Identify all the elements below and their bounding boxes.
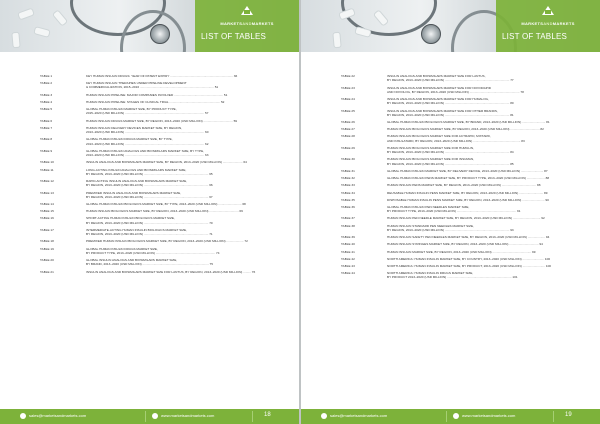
table-title-line: 2015–2020 (USD MILLION) ............................................................................................ 57 (86, 111, 209, 116)
footer-website[interactable]: www.marketsandmarkets.com (462, 413, 516, 418)
table-title-line: GLOBAL HUMAN INSULIN PENS MARKET SIZE, BY PRODUCT TYPE, 2013–2020 (USD MILLION) ..................... 88 (387, 176, 550, 181)
table-title-line: GLOBAL HUMAN INSULIN BIOLOGICS MARKET SIZE, BY TYPE, 2013–2020 (USD MILLION) ........................... 68 (86, 202, 246, 206)
pill-capsule (33, 26, 51, 38)
table-number: TABLE 10 (40, 160, 54, 165)
table-number: TABLE 19 (40, 246, 54, 251)
table-title (86, 216, 270, 225)
table-number: TABLE 38 (341, 223, 355, 228)
table-number: TABLE 33 (341, 183, 355, 188)
table-number: TABLE 24 (341, 97, 355, 101)
table-title (86, 74, 270, 78)
logo-text (195, 21, 299, 26)
table-title (387, 235, 571, 239)
table-title (86, 191, 270, 200)
table-number: TABLE 1 (40, 74, 53, 78)
table-title (387, 169, 571, 173)
table-number: TABLE 37 (341, 216, 355, 221)
page-right (301, 0, 600, 424)
table-title-line: GLOBAL HUMAN INSULIN MARKET SIZE, BY PRODUCT TYPE, (86, 107, 177, 112)
page-title: LIST OF TABLES (201, 32, 267, 41)
table-title-line: HUMAN INSULIN DELIVERY DEVICES MARKET SIZE, BY REGION, (86, 125, 183, 130)
table-title-line: BY REGION, 2013–2020 (USD MILLION) ........................................................................... 84 (387, 150, 514, 155)
header-title-box (496, 0, 600, 52)
table-title (387, 97, 571, 106)
table-number: TABLE 36 (341, 204, 355, 209)
email-icon (20, 413, 26, 419)
logo-text-part1: MARKETS (220, 21, 243, 26)
table-title (387, 183, 571, 187)
table-number: TABLE 18 (40, 239, 54, 244)
globe-icon (453, 413, 459, 419)
table-title-line: HUMAN INSULIN SYRINGES MARKET SIZE, BY REGION, 2013–2020 (USD MILLION) .................................. 94 (387, 242, 543, 247)
page-number: 18 (264, 412, 271, 418)
table-title (86, 239, 270, 243)
table-title-line: BY REGION, 2013–2020 (USD MILLION) ........................................................................... 70 (86, 220, 213, 225)
table-title-line: HUMAN INSULIN PIPELINE: STAGES OF CLINICAL TRIAL ........................................................... 52 (86, 99, 225, 104)
table-number: TABLE 21 (40, 269, 54, 274)
table-title (86, 119, 270, 123)
table-title-line: GLOBAL INSULIN ANALOGS AND BIOSIMILARS MARKET SIZE, (86, 258, 178, 263)
brand-logo (496, 2, 600, 26)
table-title (86, 160, 270, 164)
table-title-line: HUMAN INSULIN DRUGS MARKET SIZE, BY REGION, 2013–2020 (USD MILLION) .................................. 59 (86, 118, 238, 123)
pill-capsule (11, 32, 20, 49)
table-number: TABLE 16 (40, 216, 54, 221)
table-title-line: INSULIN ANALOGS AND BIOSIMILARS MARKET SIZE FOR OTHER BRANDS, (387, 108, 498, 113)
table-title (86, 149, 270, 158)
table-number: TABLE 22 (341, 74, 355, 78)
logo-mark-icon (241, 6, 253, 15)
table-title (86, 228, 270, 237)
table-title (387, 216, 571, 220)
table-title (387, 157, 571, 166)
table-title (387, 198, 571, 202)
table-number: TABLE 3 (40, 92, 53, 97)
table-title (86, 93, 270, 97)
brand-logo (195, 2, 299, 26)
table-title-line: RAPID-ACTING INSULIN ANALOGS AND BIOSIMILARS MARKET SIZE, (86, 179, 188, 183)
table-title (86, 100, 270, 104)
table-number: TABLE 15 (40, 209, 54, 214)
table-title-line: GLOBAL HUMAN INSULIN DRUGS MARKET SIZE, BY TYPE, (86, 137, 173, 142)
table-number: TABLE 29 (341, 145, 355, 150)
table-number: TABLE 20 (40, 258, 54, 263)
footer-divider (252, 411, 253, 422)
table-title-line: HUMAN INSULIN BIOLOGICS MARKET SIZE, BY REGION, 2013–2020 (USD MILLION) .................................. 82 (387, 127, 544, 132)
table-number: TABLE 23 (341, 85, 355, 90)
table-number: TABLE 42 (341, 256, 355, 261)
table-title-line: BY PRODUCT TYPE, 2013–2020 (USD MILLION) ..................................................................... 74 (86, 250, 220, 255)
logo-text-part3: MARKETS (251, 21, 274, 26)
table-title-line: BY REGION, 2013–2020 (USD MILLION) ........................................................................... 77 (387, 78, 514, 83)
table-title-line: BY REGION, 2013–2020 (USD MILLION) ........................................................................... 81 (387, 112, 514, 117)
table-number: TABLE 4 (40, 99, 53, 104)
table-number: TABLE 2 (40, 81, 53, 86)
table-title-line: BY REGION, 2013–2020 (USD MILLION) ........................................................................... 85 (387, 161, 514, 166)
table-title (387, 264, 571, 268)
header-title-box (195, 0, 299, 52)
table-title-line: INSULIN ANALOGS AND BIOSIMILARS MARKET SIZE FOR LANTUS, BY REGION, 2013–2020 (USD MILLION) ......... 76 (86, 269, 256, 274)
globe-icon (152, 413, 158, 419)
table-title (387, 250, 571, 254)
table-title-line: BY REGION, 2013–2020 (USD MILLION) ........................................................................... 71 (86, 232, 213, 237)
page-left (0, 0, 299, 424)
logo-text-part1: MARKETS (521, 21, 544, 26)
table-title (387, 127, 571, 131)
table-title (387, 134, 571, 143)
table-title-line: & COMMERCIALIZATION, 2015–2016 ...................................................................................... 51 (86, 85, 219, 90)
page-footer (0, 409, 299, 424)
table-title-line: KEY HUMAN INSULIN THERAPIES UNDER PIPELINE DEVELOPMENT (86, 81, 187, 86)
table-title-line: GLOBAL HUMAN INSULIN DRUGS MARKET SIZE, (86, 246, 158, 251)
footer-divider (553, 411, 554, 422)
logo-text-part2: AND (242, 21, 252, 26)
table-number: TABLE 30 (341, 157, 355, 162)
table-number: TABLE 7 (40, 125, 53, 130)
table-title-line: REUSABLE HUMAN INSULIN PENS MARKET SIZE, BY REGION, 2013–2020 (USD MILLION) ............................ 89 (387, 190, 548, 195)
table-title (387, 109, 571, 118)
table-number: TABLE 8 (40, 137, 53, 142)
table-number: TABLE 43 (341, 263, 355, 268)
table-number: TABLE 12 (40, 179, 54, 183)
table-title (387, 271, 571, 280)
table-title-line: DISPOSABLE HUMAN INSULIN PENS MARKET SIZE, BY REGION, 2013–2020 (USD MILLION) .......................... 90 (387, 197, 549, 202)
table-title (387, 176, 571, 180)
table-title-line: AND INSULATARD, BY REGION, 2013–2020 (USD MILLION) ....................................................... 83 (387, 138, 525, 143)
table-number: TABLE 27 (341, 127, 355, 132)
logo-text (496, 21, 600, 26)
table-title-line: BY PRODUCT 2013–2020 (USD MILLION) ........................................................................... 101 (387, 275, 518, 280)
footer-website[interactable]: www.marketsandmarkets.com (161, 413, 215, 418)
table-title-line: HUMAN INSULIN BIOLOGICS MARKET SIZE, BY REGION, 2013–2020 (USD MILLION) .................................. 69 (86, 209, 243, 214)
table-number: TABLE 17 (40, 227, 54, 232)
table-title-line: INTERMEDIATE-ACTING HUMAN INSULIN BIOLOGICS MARKET SIZE, (86, 227, 187, 232)
table-title-line: GLOBAL HUMAN INSULIN PEN NEEDLES MARKET SIZE, (387, 204, 470, 209)
table-number: TABLE 11 (40, 167, 54, 172)
table-title-line: NORTH AMERICA: HUMAN INSULIN MARKET SIZE, BY COUNTRY, 2013–2020 (USD MILLION) ......................... 100 (387, 256, 551, 261)
table-title (387, 191, 571, 195)
table-title (86, 137, 270, 146)
table-title-line: HUMAN INSULIN STANDARD PEN NEEDLES MARKET SIZE, (387, 223, 474, 228)
table-number: TABLE 34 (341, 190, 355, 195)
table-number: TABLE 32 (341, 176, 355, 181)
stethoscope-chestpiece (421, 24, 441, 44)
email-icon (321, 413, 327, 419)
table-title-line: INSULIN ANALOGS AND BIOSIMILARS MARKET SIZE FOR HUMALOG, (387, 97, 489, 101)
table-title-line: HUMAN INSULIN BIOLOGICS MARKET SIZE FOR INSUMAN, (387, 157, 475, 162)
table-title-line: BY REGION, 2013–2020 (USD MILLION) ........................................................................... 66 (86, 183, 213, 188)
table-title (86, 202, 270, 206)
pill-capsule (332, 32, 341, 49)
table-title-line: HUMAN INSULIN SAFETY PEN NEEDLES MARKET SIZE, BY REGION, 2013–2020 (USD MILLION) .................... 94 (387, 235, 550, 240)
table-title-line: HUMAN INSULIN PIPELINE: MAJOR COMPANIES INVOLVED ......................................................... 51 (86, 92, 228, 97)
table-title-line: BY REGION, 2013–2020 (USD MILLION) ........................................................................... 80 (387, 101, 514, 106)
table-number: TABLE 41 (341, 249, 355, 254)
table-title (86, 179, 270, 188)
table-title (387, 242, 571, 246)
table-number: TABLE 6 (40, 118, 53, 123)
page-footer (301, 409, 600, 424)
table-number: TABLE 39 (341, 235, 355, 240)
pill-capsule (17, 8, 35, 21)
logo-text-part2: AND (543, 21, 553, 26)
table-number: TABLE 13 (40, 190, 54, 195)
table-title (387, 74, 571, 83)
table-title (387, 120, 571, 124)
table-title-line: BY BRAND, 2013–2020 (USD MILLION) ............................................................................. 75 (86, 262, 213, 267)
logo-text-part3: MARKETS (552, 21, 575, 26)
table-number: TABLE 35 (341, 197, 355, 202)
table-number: TABLE 44 (341, 271, 355, 276)
table-title-line: HUMAN INSULIN PENS MARKET SIZE, BY REGION, 2013–2020 (USD MILLION) ........................................ 88 (387, 183, 541, 188)
table-title-line: HUMAN INSULIN MARKET SIZE, BY REGION, 2013–2020 (USD MILLION) ............................................. 99 (387, 249, 536, 254)
table-title (86, 81, 270, 90)
table-title-line: HUMAN INSULIN BIOLOGICS MARKET SIZE FOR HUMULIN, (387, 145, 474, 150)
table-title-line: BY REGION, 2013–2020 (USD MILLION) ........................................................................... 67 (86, 194, 213, 199)
table-title (86, 107, 270, 116)
table-title-line: HUMAN INSULIN BIOLOGICS MARKET SIZE FOR ACTRAPID, MIXTARD, (387, 134, 491, 139)
table-title (86, 258, 270, 267)
table-title-line: PREMIXED HUMAN INSULIN BIOLOGICS MARKET SIZE, BY REGION, 2013–2020 (USD MILLION) .................... 72 (86, 239, 248, 244)
table-title-line: BY REGION, 2013–2020 (USD MILLION) ........................................................................... 93 (387, 227, 514, 232)
table-number: TABLE 26 (341, 120, 355, 124)
table-title-line: BY PRODUCT TYPE, 2013–2020 (USD MILLION) ..................................................................... 91 (387, 209, 521, 214)
pill-capsule (52, 9, 68, 26)
table-number: TABLE 28 (341, 134, 355, 139)
table-number: TABLE 25 (341, 108, 355, 113)
table-title-line: HUMAN INSULIN PEN NEEDLE MARKET SIZE, BY REGION, 2013–2020 (USD MILLION) ................................ 92 (387, 216, 545, 221)
table-title-line: GLOBAL HUMAN INSULIN MARKET SIZE, BY DELIVERY DEVICE, 2013–2020 (USD MILLION) .......................... 87 (387, 168, 548, 173)
table-title (387, 86, 571, 95)
table-title (387, 224, 571, 233)
table-title-line: SHORT-ACTING HUMAN INSULIN BIOLOGICS MARKET SIZE, (86, 216, 175, 221)
table-number: TABLE 14 (40, 202, 54, 206)
footer-divider (446, 411, 447, 422)
table-title (387, 205, 571, 214)
footer-email[interactable]: sales@marketsandmarkets.com (29, 413, 87, 418)
page-number: 19 (565, 412, 572, 418)
table-title-line: PREMIXED INSULIN ANALOGS AND BIOSIMILARS MARKET SIZE, (86, 190, 182, 195)
table-number: TABLE 9 (40, 148, 53, 153)
footer-divider (145, 411, 146, 422)
table-title-line: 2013–2020 (USD MILLION) ............................................................................................ 60 (86, 130, 209, 135)
stethoscope-chestpiece (150, 24, 170, 44)
table-title-line: INSULIN ANALOGS AND BIOSIMILARS MARKET SIZE, BY REGION, 2013–2020 (USD MILLION) ....................... 64 (86, 160, 247, 165)
table-title (86, 126, 270, 135)
table-title-line: NORTH AMERICA: HUMAN INSULIN MARKET SIZE, BY PRODUCT, 2013–2020 (USD MILLION) .......................... 100 (387, 263, 552, 268)
table-title (387, 257, 571, 261)
table-number: TABLE 40 (341, 242, 355, 247)
table-title-line: 2013–2020 (USD MILLION) ............................................................................................ 63 (86, 153, 209, 158)
table-number: TABLE 31 (341, 168, 355, 173)
table-title-line: BY REGION, 2013–2020 (USD MILLION) ........................................................................... 65 (86, 171, 213, 176)
table-number: TABLE 5 (40, 107, 53, 112)
logo-mark-icon (542, 6, 554, 15)
page-title: LIST OF TABLES (502, 32, 568, 41)
table-title-line: 2013–2020 (USD MILLION) ............................................................................................ 62 (86, 141, 209, 146)
table-title (387, 146, 571, 155)
footer-email[interactable]: sales@marketsandmarkets.com (330, 413, 388, 418)
table-title-line: LONG-ACTING INSULIN ANALOGS AND BIOSIMILARS MARKET SIZE, (86, 167, 187, 172)
table-title-line: INSULIN ANALOGS AND BIOSIMILARS MARKET SIZE FOR NOVORAPID (387, 85, 491, 90)
table-title-line: KEY HUMAN INSULIN DRUGS: YEAR OF PATENT EXPIRY ......................................................................... 36 (86, 74, 238, 78)
table-title-line: INSULIN ANALOGS AND BIOSIMILARS MARKET SIZE FOR LANTUS, (387, 74, 486, 78)
table-title (86, 270, 270, 274)
table-title-line: AND NOVOLOG, BY REGION, 2013–2020 (USD MILLION) .......................................................... 78 (387, 89, 524, 94)
table-title-line: GLOBAL HUMAN INSULIN BIOLOGICS MARKET SIZE, BY BRAND, 2013–2020 (USD MILLION) ........................... 81 (387, 120, 550, 124)
table-title-line: NORTH AMERICA: HUMAN INSULIN DRUGS MARKET SIZE, (387, 271, 474, 276)
table-title-line: GLOBAL HUMAN INSULIN ANALOGS AND BIOSIMILARS MARKET SIZE, BY TYPE, (86, 148, 204, 153)
table-title (86, 168, 270, 177)
table-title (86, 209, 270, 213)
table-title (86, 247, 270, 256)
